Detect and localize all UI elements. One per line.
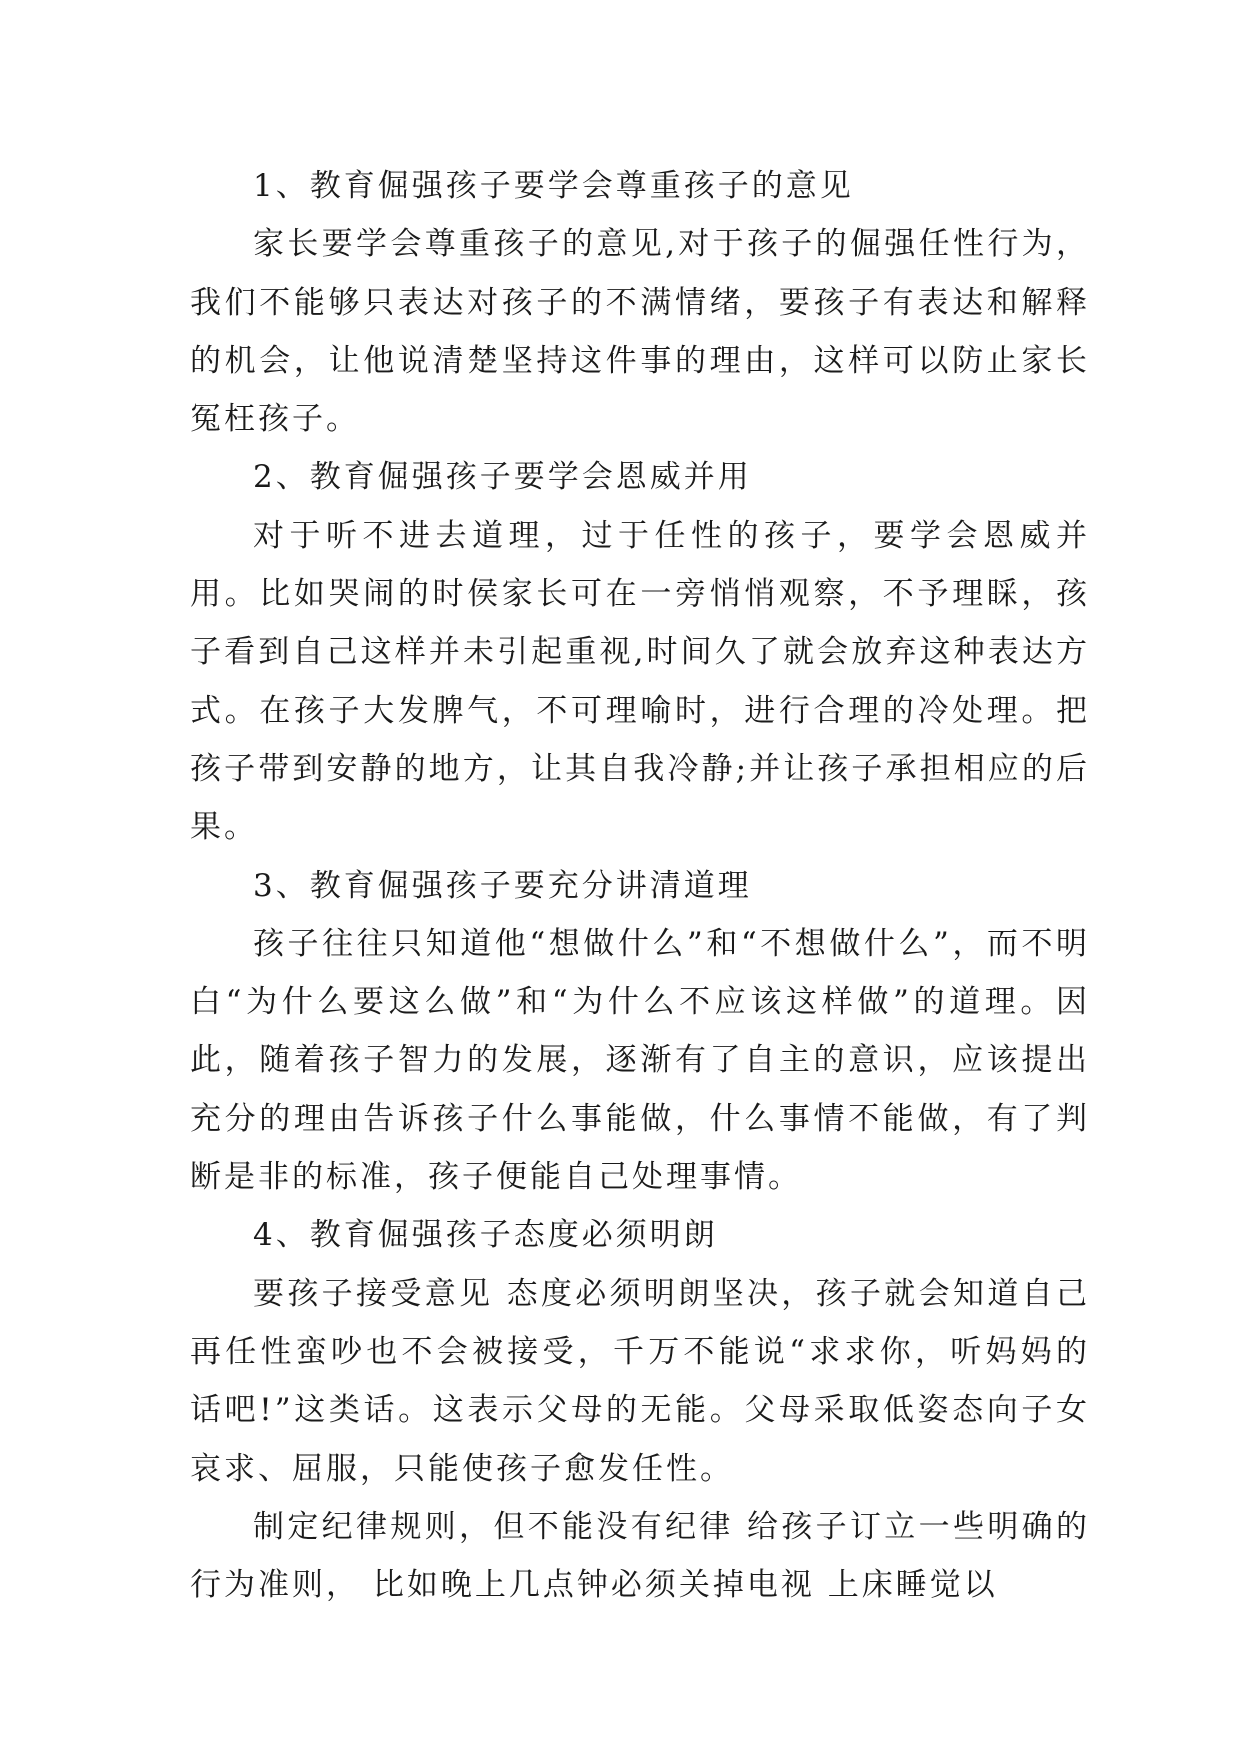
paragraph-3: 孩子往往只知道他“想做什么”和“不想做什么”，而不明白“为什么要这么做”和“为什么不应该这样做”的道理。因此，随着孩子智力的发展，逐渐有了自主的意识，应该提出充分的理由告诉孩子什么事能做，什么事情不能做，有了判断是非的标准，孩子便能自己处理事情。 (190, 925, 1090, 1196)
paragraph-5: 制定纪律规则，但不能没有纪律 给孩子订立一些明确的行为准则， 比如晚上几点钟必须关掉电视 上床睡觉以 (190, 1508, 1090, 1604)
heading-4: 4、教育倔强孩子态度必须明朗 (253, 1217, 718, 1254)
heading-1: 1、教育倔强孩子要学会尊重孩子的意见 (253, 168, 854, 204)
heading-2: 2、教育倔强孩子要学会恩威并用 (253, 459, 752, 496)
paragraph-4: 要孩子接受意见 态度必须明朗坚决，孩子就会知道自己再任性蛮吵也不会被接受，千万不能说“求求你，听妈妈的话吧!”这类话。这表示父母的无能。父母采取低姿态向子女哀求、屈服，只能使孩子愈发任性。 (190, 1275, 1090, 1487)
heading-3: 3、教育倔强孩子要充分讲清道理 (253, 867, 752, 904)
document-body (190, 157, 1090, 1614)
paragraph-2: 对于听不进去道理，过于任性的孩子，要学会恩威并用。比如哭闹的时侯家长可在一旁悄悄观察，不予理睬，孩子看到自己这样并未引起重视,时间久了就会放弃这种表达方式。在孩子大发脾气，不可理喻时，进行合理的冷处理。把孩子带到安静的地方，让其自我冷静;并让孩子承担相应的后果。 (190, 517, 1090, 846)
paragraph-1: 家长要学会尊重孩子的意见,对于孩子的倔强任性行为，我们不能够只表达对孩子的不满情绪，要孩子有表达和解释的机会，让他说清楚坚持这件事的理由，这样可以防止家长冤枉孩子。 (190, 226, 1090, 438)
